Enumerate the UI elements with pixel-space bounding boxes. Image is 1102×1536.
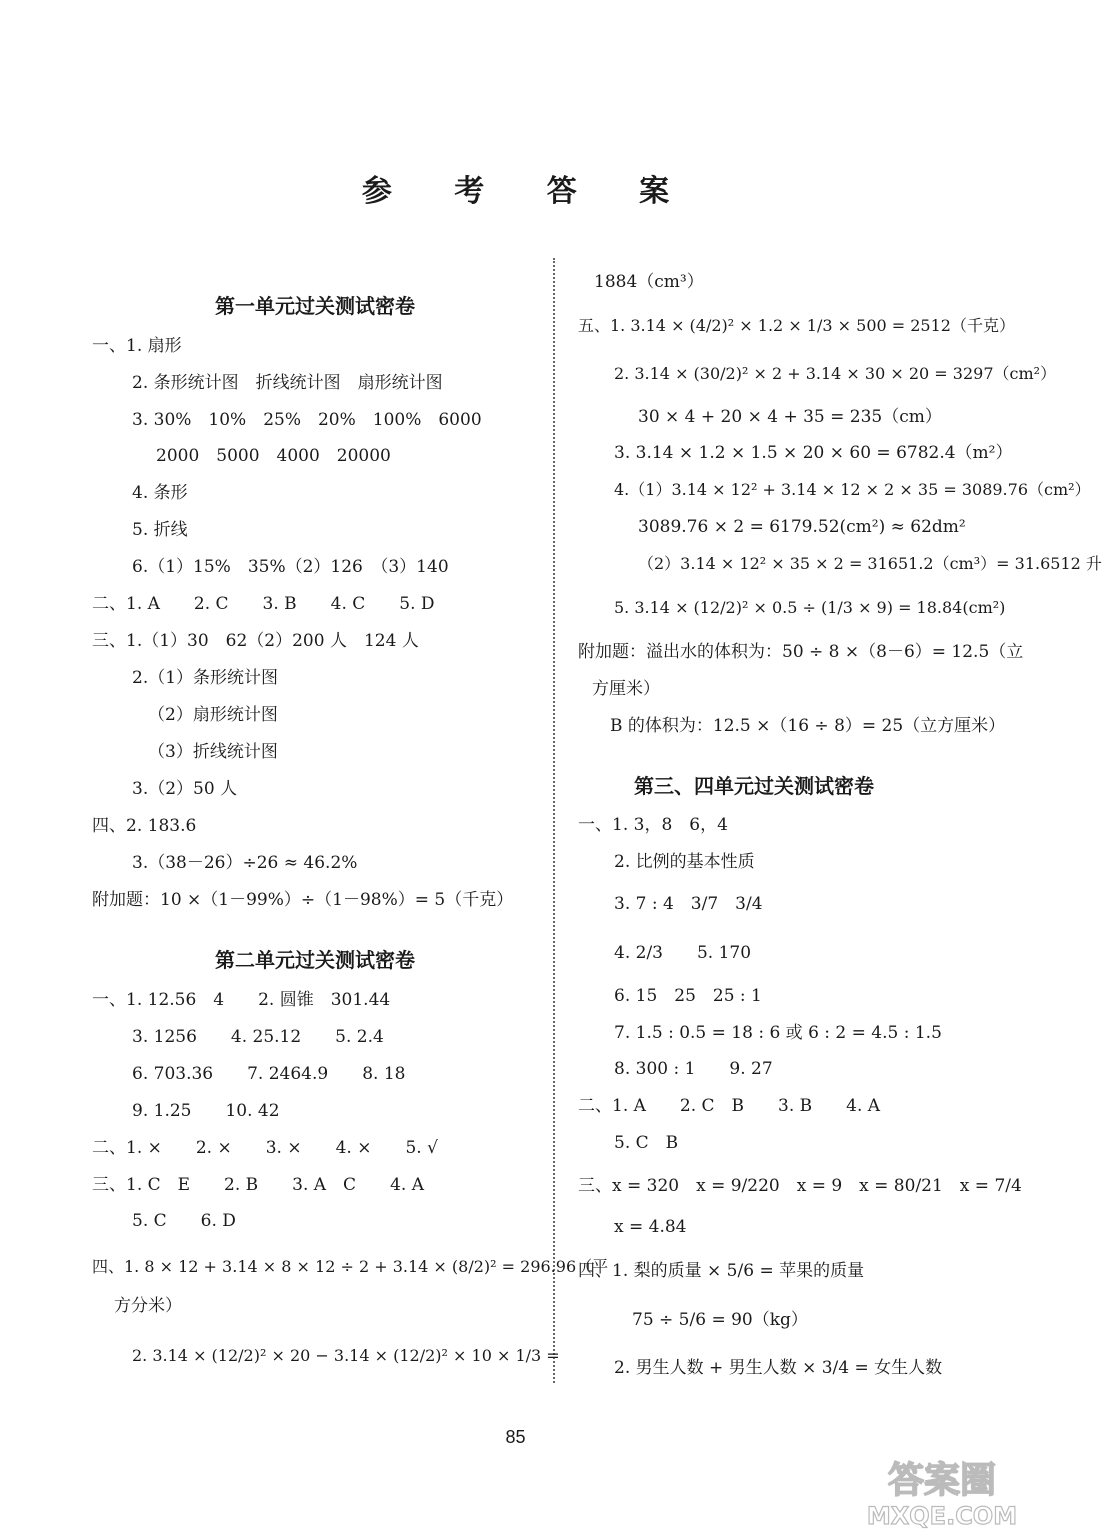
- answer-line: 3.（2）50 人: [132, 779, 238, 799]
- answer-line: 5. 3.14 × (12/2)² × 0.5 ÷ (1/3 × 9) = 18.84(cm²): [614, 598, 1006, 617]
- answer-line: 5. C B: [614, 1133, 679, 1153]
- answer-line: 3. 30% 10% 25% 20% 100% 6000: [132, 410, 482, 430]
- answer-line: 5. C 6. D: [132, 1211, 236, 1231]
- answer-line: 6. 15 25 25 : 1: [614, 986, 762, 1006]
- answer-line: 75 ÷ 5/6 = 90（kg）: [632, 1310, 808, 1330]
- answer-line: 3.（38－26）÷26 ≈ 46.2%: [132, 853, 358, 873]
- answer-line: 一、1. 扇形: [92, 336, 182, 356]
- answer-line: 2. 3.14 × (30/2)² × 2 + 3.14 × 30 × 20 = 3297（cm²）: [614, 364, 1057, 383]
- answer-line: 3. 7 : 4 3/7 3/4: [614, 894, 763, 914]
- answer-line: 附加题：10 ×（1－99%）÷（1－98%）= 5（千克）: [92, 890, 514, 910]
- answer-line: 5. 折线: [132, 520, 188, 540]
- answer-line: （3）折线统计图: [148, 742, 278, 762]
- answer-line: 4. 2/3 5. 170: [614, 943, 752, 963]
- answer-line: 五、1. 3.14 × (4/2)² × 1.2 × 1/3 × 500 = 2512（千克）: [578, 316, 1015, 335]
- watermark-logo: [862, 1450, 1022, 1530]
- answer-line: 3. 3.14 × 1.2 × 1.5 × 20 × 60 = 6782.4（m²）: [614, 443, 1013, 463]
- answer-line: 2. 比例的基本性质: [614, 852, 755, 872]
- answer-line: 一、1. 3，8 6，4: [578, 815, 728, 835]
- answer-line: 四、2. 183.6: [92, 816, 197, 836]
- watermark-text: 答案圈: [887, 1460, 997, 1501]
- answer-line: 9. 1.25 10. 42: [132, 1101, 280, 1121]
- answer-line: 二、1. A 2. C 3. B 4. C 5. D: [92, 594, 435, 614]
- answer-line: 3089.76 × 2 = 6179.52(cm²) ≈ 62dm²: [638, 517, 966, 537]
- column-divider: [553, 258, 555, 1383]
- page-title: 参 考 答 案: [361, 174, 696, 209]
- answer-line: x = 4.84: [614, 1217, 687, 1237]
- answer-line: 二、1. A 2. C B 3. B 4. A: [578, 1096, 881, 1116]
- answer-line: 30 × 4 + 20 × 4 + 35 = 235（cm）: [638, 407, 942, 427]
- answer-line: 3. 1256 4. 25.12 5. 2.4: [132, 1027, 384, 1047]
- answer-line: 4.（1）3.14 × 12² + 3.14 × 12 × 2 × 35 = 3089.76（cm²）: [614, 480, 1091, 499]
- page-number: 85: [505, 1427, 526, 1447]
- answer-line: 四、1. 8 × 12 + 3.14 × 8 × 12 ÷ 2 + 3.14 × (8/2)² = 296.96（平: [92, 1257, 609, 1276]
- answer-line: 2. 3.14 × (12/2)² × 20 − 3.14 × (12/2)² × 10 × 1/3 =: [132, 1346, 560, 1365]
- section-title-unit1: 第一单元过关测试密卷: [215, 294, 415, 318]
- answer-line: 6. 703.36 7. 2464.9 8. 18: [132, 1064, 406, 1084]
- answer-line: （2）扇形统计图: [148, 705, 278, 725]
- answer-line: 6.（1）15% 35%（2）126 （3）140: [132, 557, 449, 577]
- section-title-unit3-4: 第三、四单元过关测试密卷: [634, 774, 874, 798]
- answer-line: 2.（1）条形统计图: [132, 668, 279, 688]
- watermark-url: MXQE.COM: [866, 1502, 1018, 1530]
- answer-line: 方分米）: [114, 1296, 182, 1316]
- answer-line: 4. 条形: [132, 483, 188, 503]
- answer-line: 2. 条形统计图 折线统计图 扇形统计图: [132, 373, 443, 393]
- answer-line: 三、1. C E 2. B 3. A C 4. A: [92, 1175, 424, 1195]
- answer-line: 8. 300 : 1 9. 27: [614, 1059, 773, 1079]
- answer-line: 方厘米）: [592, 679, 660, 699]
- answer-line: （2）3.14 × 12² × 35 × 2 = 31651.2（cm³）= 31.6512 升: [638, 554, 1102, 573]
- answer-line: 7. 1.5 : 0.5 = 18 : 6 或 6 : 2 = 4.5 : 1.5: [614, 1023, 942, 1043]
- answer-line: 2. 男生人数 + 男生人数 × 3/4 = 女生人数: [614, 1358, 943, 1378]
- answer-line: 四、1. 梨的质量 × 5/6 = 苹果的质量: [578, 1261, 865, 1281]
- answer-line: 三、1.（1）30 62（2）200 人 124 人: [92, 631, 419, 651]
- answer-line: 2000 5000 4000 20000: [156, 446, 391, 466]
- answer-line: 一、1. 12.56 4 2. 圆锥 301.44: [92, 990, 391, 1010]
- section-title-unit2: 第二单元过关测试密卷: [215, 948, 415, 972]
- answer-line: 附加题：溢出水的体积为：50 ÷ 8 ×（8－6）= 12.5（立: [578, 642, 1024, 662]
- answer-line: 三、x = 320 x = 9/220 x = 9 x = 80/21 x = 7/4: [578, 1176, 1022, 1196]
- answer-line: B 的体积为：12.5 ×（16 ÷ 8）= 25（立方厘米）: [610, 716, 1006, 736]
- answer-line: 二、1. × 2. × 3. × 4. × 5. √: [92, 1138, 438, 1158]
- answer-line: 1884（cm³）: [594, 272, 704, 292]
